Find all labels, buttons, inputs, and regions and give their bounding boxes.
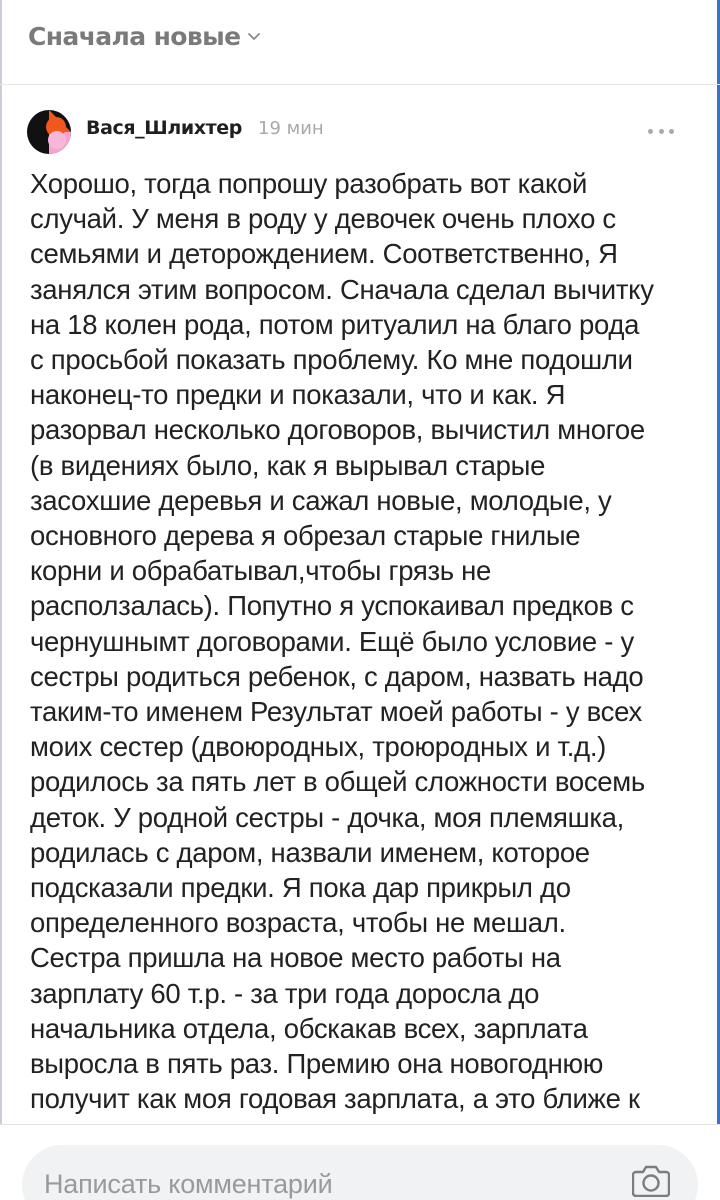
comment-text-line: деток. У родной сестры - дочка, моя племяшка, xyxy=(30,801,624,833)
comment-text-line: выросла в пять раз. Премию она новогоднюю xyxy=(30,1048,604,1080)
comment-text-line: начальника отдела, обскакав всех, зарплата xyxy=(30,1012,588,1044)
comment-text-line: корни и обрабатывал,чтобы грязь не xyxy=(30,555,492,587)
comment-text-line: подсказали предки. Я пока дар прикрыл до xyxy=(30,872,571,904)
comment-text-line: получит как моя годовая зарплата, а это ближе к xyxy=(30,1083,640,1115)
comment-input-placeholder: Написать комментарий xyxy=(44,1169,333,1199)
sort-dropdown[interactable] xyxy=(28,14,262,58)
comment-text-line: зарплату 60 т.р. - за три года доросла до xyxy=(30,977,540,1009)
comment-text-line: таким-то именем Результат моей работы - у всех xyxy=(30,696,642,728)
dot xyxy=(669,129,674,134)
header-divider xyxy=(0,84,720,85)
comment-header xyxy=(26,106,696,158)
left-edge xyxy=(0,0,2,1200)
comment-text-line: моих сестер (двоюродных, троюродных и т.д.) xyxy=(30,731,607,763)
comment-text-line: занялся этим вопросом. Сначала сделал вычитку xyxy=(30,273,654,305)
comment-text-line: семьями и деторождением. Соответственно, Я xyxy=(30,238,618,270)
camera-icon[interactable] xyxy=(632,1163,670,1197)
chevron-down-icon xyxy=(246,28,262,44)
dot xyxy=(648,129,653,134)
comment-text-line: родилась с даром, назвали именем, которое xyxy=(30,836,590,868)
comment-author[interactable]: Вася_Шлихтер xyxy=(86,117,242,139)
more-dots-icon[interactable] xyxy=(648,118,674,144)
comment-text-line: расползалась). Попутно я успокаивал предков с xyxy=(30,590,634,622)
comment-text-line: (в видениях было, как я вырывал старые xyxy=(30,449,546,481)
comment-time: 19 мин xyxy=(258,118,324,139)
comment-text-line: основного дерева я обрезал старые гнилые xyxy=(30,520,581,552)
comment-text-line: определенного возраста, чтобы не мешал. xyxy=(30,907,566,939)
comment-text-line: случай. У меня в роду у девочек очень плохо с xyxy=(30,203,616,235)
comment-text-line: сестры родиться ребенок, с даром, назвать надо xyxy=(30,660,644,692)
comment-text-line: на 18 колен рода, потом ритуалил на благо рода xyxy=(30,308,640,340)
comment-compose-bar xyxy=(0,1124,720,1200)
sort-label: Сначала новые xyxy=(28,21,241,51)
dot xyxy=(659,129,664,134)
comment-text-line: с просьбой показать проблему. Ко мне подошли xyxy=(30,344,633,376)
comment-text-line: Хорошо, тогда попрошу разобрать вот какой xyxy=(30,168,588,199)
comment-text-line: чернушнымт договорами. Ещё было условие - у xyxy=(30,625,634,657)
comment-text xyxy=(30,166,702,1116)
comment-text-line: Сестра пришла на новое место работы на xyxy=(30,942,561,974)
comment-text-line: разорвал несколько договоров, вычистил многое xyxy=(30,414,645,446)
comment-text-line: родилось за пять лет в общей сложности восемь xyxy=(30,766,645,798)
comment-input[interactable] xyxy=(22,1145,698,1200)
avatar[interactable] xyxy=(26,109,72,155)
comment-text-line: наконец-то предки и показали, что и как. Я xyxy=(30,379,566,411)
comment-text-line: засохшие деревья и сажал новые, молодые, у xyxy=(30,484,612,516)
